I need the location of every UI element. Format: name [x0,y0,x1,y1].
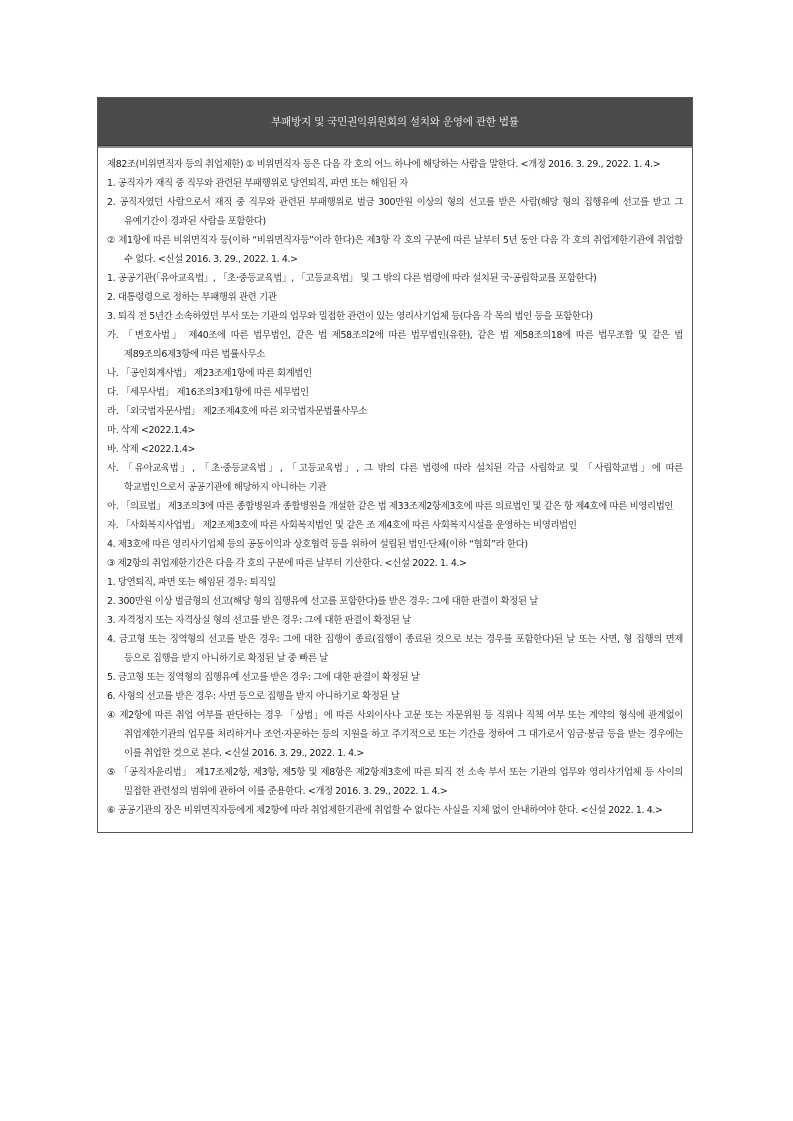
list-item: 1. 공직자가 재직 중 직무와 관련된 부패행위로 당연퇴직, 파면 또는 해임된 자 [107,178,408,189]
list-item: 5. 금고형 또는 징역형의 집행유예 선고를 받은 경우: 그에 대한 판결이 확정된 날 [107,672,420,683]
sub-item: 자. 「사회복지사업법」 제2조제3호에 따른 사회복지법인 및 같은 조 제4호에 따른 사회복지시설을 운영하는 비영리법인 [107,520,577,531]
paragraph-3: ③ 제2항의 취업제한기간은 다음 각 호의 구분에 따른 날부터 기산한다. <신설 2022. 1. 4.> [107,558,467,569]
list-item: 6. 사형의 선고를 받은 경우: 사면 등으로 집행을 받지 아니하기로 확정된 날 [107,691,400,702]
list-item: 1. 공공기관(「유아교육법」, 「초·중등교육법」, 「고등교육법」 및 그 밖의 다른 법령에 따라 설치된 국·공립학교를 포함한다) [107,273,597,284]
document-body [98,146,692,832]
sub-item: 바. 삭제 <2022.1.4> [107,444,195,455]
list-item: 2. 300만원 이상 벌금형의 선고(해당 형의 집행유예 선고를 포함한다)를 받은 경우: 그에 대한 판결이 확정된 날 [107,596,538,607]
document-title: 부패방지 및 국민권익위원회의 설치와 운영에 관한 법률 [271,116,519,128]
list-item: 1. 당연퇴직, 파면 또는 해임된 경우: 퇴직일 [107,577,276,588]
list-item: 3. 퇴직 전 5년간 소속하였던 부서 또는 기관의 업무와 밀접한 관련이 있는 영리사기업체 등(다음 각 목의 법인 등을 포함한다) [107,311,593,322]
paragraph-5: ⑤ 「공직자윤리법」 제17조제2항, 제3항, 제5항 및 제8항은 제2항제3호에 따른 퇴직 전 소속 부서 또는 기관의 업무와 영리사기업체 등 사이의 밀접한 관련성의 범위에 관하여 이를 준용한다. <개정 2016. 3. 29., 2022. 1. 4.> [107,767,683,797]
law-document-box [97,97,693,833]
sub-item: 아. 「의료법」 제3조의3에 따른 종합병원과 종합병원을 개설한 같은 법 제33조제2항제3호에 따른 의료법인 및 같은 항 제4호에 따른 비영리법인 [107,501,674,512]
list-item: 2. 공직자였던 사람으로서 재직 중 직무와 관련된 부패행위로 벌금 300만원 이상의 형의 선고를 받은 사람(해당 형의 집행유예 선고를 받고 그 유예기간이 경과된 사람을 포함한다) [107,197,683,227]
paragraph-4: ④ 제2항에 따른 취업 여부를 판단하는 경우 「상법」에 따른 사외이사나 고문 또는 자문위원 등 직위나 직책 여부 또는 계약의 형식에 관계없이 취업제한기관의 업무를 처리하거나 조언·자문하는 등의 지원을 하고 주기적으로 또는 기간을 정하여 그 대가로서 임금·봉급 등을 받는 경우에는 이를 취업한 것으로 본다. <신설 2016. 3. 29., 2022. 1. 4.> [107,710,683,759]
paragraph-2: ② 제1항에 따른 비위면직자 등(이하 “비위면직자등”이라 한다)은 제3항 각 호의 구분에 따른 날부터 5년 동안 다음 각 호의 취업제한기관에 취업할 수 없다. <신설 2016. 3. 29., 2022. 1. 4.> [107,235,683,265]
paragraph-6: ⑥ 공공기관의 장은 비위면직자등에게 제2항에 따라 취업제한기관에 취업할 수 없다는 사실을 지체 없이 안내하여야 한다. <신설 2022. 1. 4.> [107,805,663,816]
sub-item: 라. 「외국법자문사법」 제2조제4호에 따른 외국법자문법률사무소 [107,406,368,417]
sub-item: 가. 「변호사법」 제40조에 따른 법무법인, 같은 법 제58조의2에 따른 법무법인(유한), 같은 법 제58조의18에 따른 법무조합 및 같은 법 제89조의6제3항에 따른 법률사무소 [107,330,683,360]
list-item: 3. 자격정지 또는 자격상실 형의 선고를 받은 경우: 그에 대한 판결이 확정된 날 [107,615,411,626]
list-item: 4. 제3호에 따른 영리사기업체 등의 공동이익과 상호협력 등을 위하여 설립된 법인·단체(이하 “협회”라 한다) [107,539,528,550]
sub-item: 사. 「유아교육법」, 「초·중등교육법」, 「고등교육법」, 그 밖의 다른 법령에 따라 설치된 각급 사립학교 및 「사립학교법」에 따른 학교법인으로서 공공기관에 해당하지 아니하는 기관 [107,463,683,493]
list-item: 2. 대통령령으로 정하는 부패행위 관련 기관 [107,292,277,303]
sub-item: 나. 「공인회계사법」 제23조제1항에 따른 회계법인 [107,368,312,379]
sub-item: 다. 「세무사법」 제16조의3제1항에 따른 세무법인 [107,387,309,398]
document-header [98,98,692,146]
sub-item: 마. 삭제 <2022.1.4> [107,425,195,436]
article-82-heading-paragraph-1: 제82조(비위면직자 등의 취업제한) ① 비위면직자 등은 다음 각 호의 어느 하나에 해당하는 사람을 말한다. <개정 2016. 3. 29., 2022. 1. 4.> [107,159,661,170]
list-item: 4. 금고형 또는 징역형의 선고를 받은 경우: 그에 대한 집행이 종료(집행이 종료된 것으로 보는 경우를 포함한다)된 날 또는 사면, 형 집행의 면제 등으로 집행을 받지 아니하기로 확정된 날 중 빠른 날 [107,634,683,664]
